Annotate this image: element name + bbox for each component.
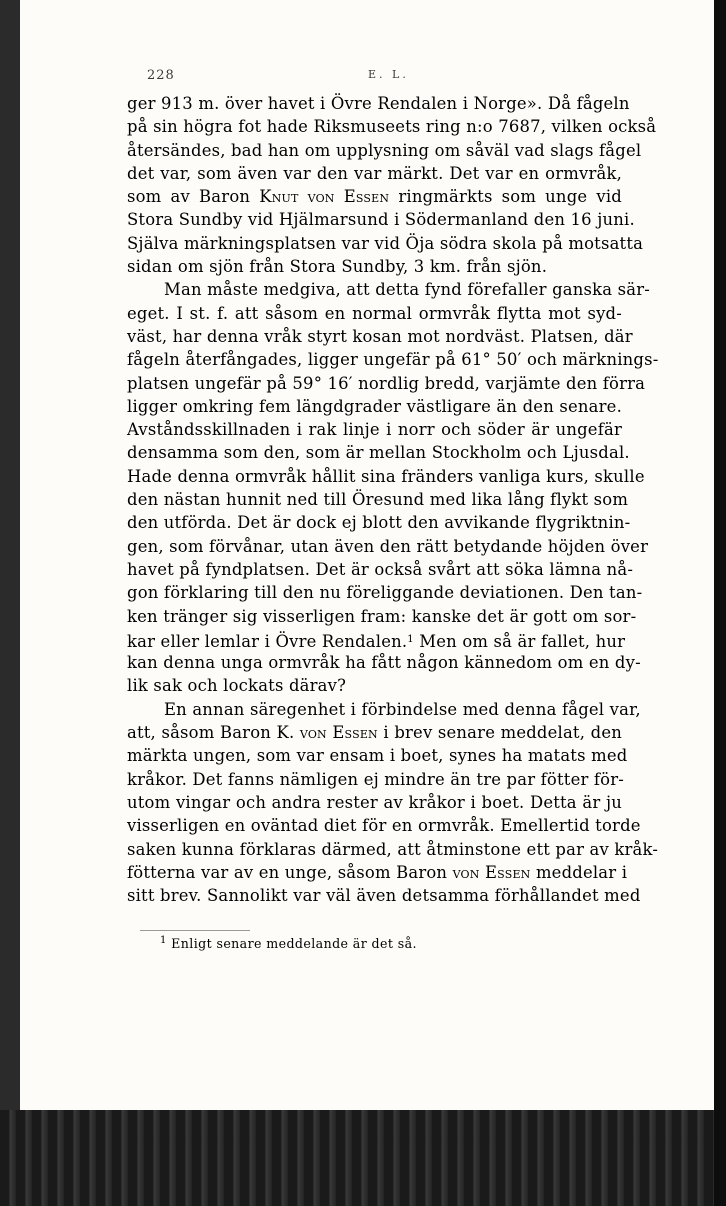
text-line: fågeln återfångades, ligger ungefär på 61° 50′ och märknings-	[127, 350, 659, 370]
text-line: sidan om sjön från Stora Sundby, 3 km. från sjön.	[127, 257, 548, 277]
text-line	[127, 628, 626, 651]
text-line: gon förklaring till den nu föreliggande deviationen. Den tan-	[127, 583, 643, 603]
text-segment: ringmärkts som unge vid	[398, 187, 622, 207]
text-line: Själva märkningsplatsen var vid Öja södra skola på motsatta	[127, 233, 644, 253]
text-line: En annan säregenhet i förbindelse med denna fågel var,	[164, 699, 641, 719]
text-line: ger 913 m. över havet i Övre Rendalen i Norge». Då fågeln	[127, 94, 630, 113]
text-line: kan denna unga ormvråk ha fått någon kännedom om en dy-	[127, 653, 641, 673]
text-line: Man måste medgiva, att detta fynd förefaller ganska sär-	[164, 280, 650, 300]
footnote-text: Enligt senare meddelande är det så.	[171, 936, 417, 951]
person-name: von Essen	[452, 862, 531, 882]
text-segment: Men om så är fallet, hur	[419, 631, 626, 651]
background-strip	[0, 1110, 726, 1206]
text-line: eget. I st. f. att såsom en normal ormvråk flytta mot syd-	[127, 303, 622, 323]
text-segment: att, såsom Baron K.	[127, 723, 295, 743]
text-line: på sin högra fot hade Riksmuseets ring n:o 7687, vilken också	[127, 117, 657, 137]
text-line: saken kunna förklaras därmed, att åtminstone ett par av kråk-	[127, 839, 659, 859]
person-name: von Essen	[299, 723, 378, 743]
body-text	[127, 92, 659, 907]
text-line: kråkor. Det fanns nämligen ej mindre än tre par fötter för-	[127, 769, 625, 789]
footnote-rule	[140, 930, 250, 931]
person-name: Knut von Essen	[259, 187, 390, 207]
text-line: Stora Sundby vid Hjälmarsund i Södermanland den 16 juni.	[127, 210, 635, 230]
text-line: havet på fyndplatsen. Det är också svårt att söka lämna nå-	[127, 559, 634, 579]
text-segment: kar eller lemlar i Övre Rendalen.	[127, 631, 408, 651]
text-line: ligger omkring fem längdgrader västligare än den senare.	[127, 396, 622, 416]
text-line: densamma som den, som är mellan Stockholm och Ljusdal.	[127, 443, 630, 463]
text-segment: som av Baron	[127, 187, 251, 207]
page-number: 228	[147, 68, 175, 83]
text-line: Hade denna ormvråk hållit sina fränders vanliga kurs, skulle	[127, 466, 645, 486]
text-line: Avståndsskillnaden i rak linje i norr och söder är ungefär	[127, 420, 622, 440]
text-line	[127, 185, 622, 208]
text-segment: meddelar i	[535, 862, 628, 882]
text-line: utom vingar och andra rester av kråkor i boet. Detta är ju	[127, 792, 622, 812]
text-line: det var, som även var den var märkt. Det var en ormvråk,	[127, 163, 622, 183]
text-line: den nästan hunnit ned till Öresund med lika lång flykt som	[127, 490, 629, 510]
footnote	[160, 935, 417, 951]
text-segment: i brev senare meddelat, den	[383, 723, 622, 743]
footnote-number: 1	[160, 935, 167, 946]
text-line: platsen ungefär på 59° 16′ nordlig bredd, varjämte den förra	[127, 373, 646, 393]
text-line: väst, har denna vråk styrt kosan mot nordväst. Platsen, där	[127, 326, 633, 346]
text-line: ken tränger sig visserligen fram: kanske det är gott om sor-	[127, 606, 637, 626]
text-line	[127, 861, 628, 884]
scan-edge	[714, 0, 726, 1206]
footnote-marker: 1	[407, 633, 414, 645]
text-line: visserligen en oväntad diet för en ormvråk. Emellertid torde	[127, 816, 641, 836]
text-line: märkta ungen, som var ensam i boet, synes ha matats med	[127, 746, 628, 766]
text-line: återsändes, bad han om upplysning om såväl vad slags fågel	[127, 140, 642, 160]
text-line	[127, 721, 622, 744]
text-line: den utförda. Det är dock ej blott den avvikande flygriktnin-	[127, 513, 631, 533]
running-head: E. L.	[368, 68, 409, 81]
text-line: gen, som förvånar, utan även den rätt betydande höjden över	[127, 536, 649, 556]
text-line: sitt brev. Sannolikt var väl även detsamma förhållandet med	[127, 886, 641, 906]
text-line: lik sak och lockats därav?	[127, 676, 347, 696]
text-segment: fötterna var av en unge, såsom Baron	[127, 862, 448, 882]
page-header	[147, 68, 647, 86]
